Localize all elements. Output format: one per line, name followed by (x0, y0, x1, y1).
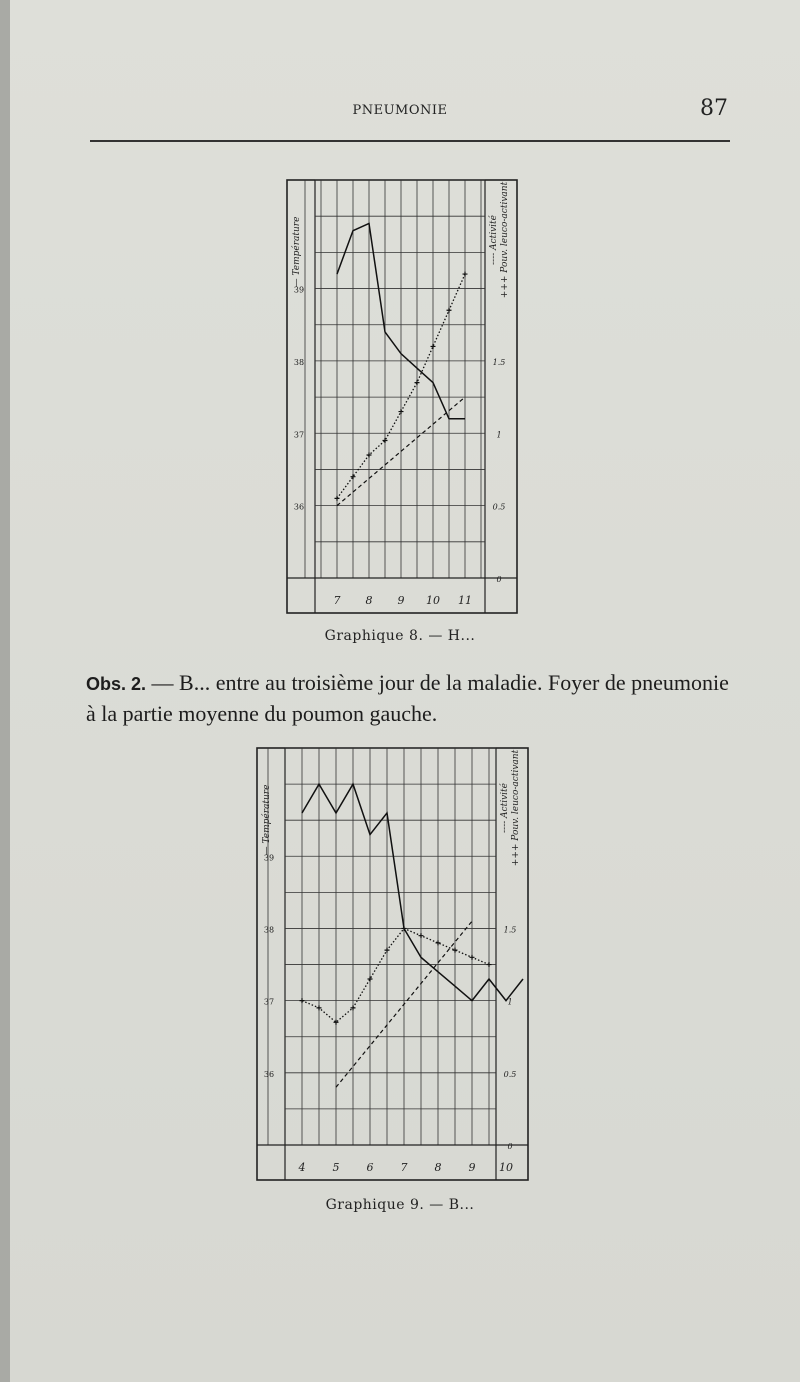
right-tick-label: 1 (507, 997, 513, 1007)
pouvoir-point (300, 998, 305, 1003)
x-tick-label: 8 (434, 1161, 442, 1174)
pouvoir-point (419, 933, 424, 938)
x-tick-label: 4 (298, 1161, 306, 1174)
pouvoir-point (399, 409, 404, 414)
right-tick-label: 1 (496, 430, 502, 440)
right-axis-label-pouvoir: +++ Pouv. leuco-activant (511, 749, 521, 867)
pouvoir-point (447, 308, 452, 313)
x-tick-label: 6 (366, 1161, 374, 1174)
left-tick-label: 39 (293, 285, 305, 295)
pouvoir-point (463, 272, 468, 277)
running-header: PNEUMONIE (352, 103, 448, 118)
right-tick-label: 0 (496, 575, 502, 584)
pouvoir-point (487, 962, 492, 967)
x-tick-label: 7 (333, 594, 341, 607)
right-tick-label: 0 (507, 1142, 513, 1151)
right-tick-label: 1.5 (492, 357, 506, 367)
obs-label: Obs. 2. (86, 674, 147, 694)
pouvoir-point (431, 344, 436, 349)
chart-8-group (287, 180, 517, 613)
pouvoir-point (317, 1005, 322, 1010)
left-tick-label: 39 (263, 853, 275, 863)
chart-9-group (257, 748, 528, 1180)
caption-graphique-9: Graphique 9. — B... (325, 1197, 475, 1213)
left-tick-label: 36 (263, 1069, 275, 1079)
x-tick-label: 10 (426, 594, 440, 607)
left-tick-label: 37 (293, 430, 305, 440)
obs-text: — B... entre au troisième jour de la maladie. Foyer de pneumonie à la partie moyenne du poumon gauche. (86, 670, 729, 726)
pouvoir-line (302, 928, 489, 1022)
caption-graphique-8: Graphique 8. — H... (324, 628, 476, 644)
pouvoir-point (415, 380, 420, 385)
right-axis-label-activite: ---- Activité (489, 215, 499, 265)
left-tick-label: 38 (263, 925, 275, 935)
right-tick-label: 1.5 (503, 925, 517, 935)
right-tick-label: 0.5 (503, 1069, 517, 1079)
left-tick-label: 36 (293, 502, 305, 512)
observation-paragraph (86, 668, 742, 728)
x-tick-label: 11 (458, 594, 472, 607)
left-axis-label: — Température (262, 784, 272, 856)
chart-frame (287, 180, 517, 613)
right-tick-label: 0.5 (492, 502, 506, 512)
left-tick-label: 38 (293, 357, 305, 367)
right-axis-label-pouvoir: +++ Pouv. leuco-activant (500, 181, 510, 299)
x-tick-label: 5 (332, 1161, 340, 1174)
pouvoir-point (436, 940, 441, 945)
pouvoir-point (335, 496, 340, 501)
pouvoir-point (385, 948, 390, 953)
left-tick-label: 37 (263, 997, 275, 1007)
x-tick-label: 9 (468, 1161, 476, 1174)
pouvoir-point (470, 955, 475, 960)
page-number: 87 (700, 96, 728, 121)
pouvoir-point (383, 438, 388, 443)
x-tick-label: 10 (499, 1161, 513, 1174)
x-tick-label: 8 (365, 594, 373, 607)
left-axis-label: — Température (292, 216, 302, 288)
pouvoir-point (453, 948, 458, 953)
right-axis-label-activite: ---- Activité (500, 783, 510, 833)
x-tick-label: 7 (400, 1161, 408, 1174)
x-tick-label: 9 (397, 594, 405, 607)
